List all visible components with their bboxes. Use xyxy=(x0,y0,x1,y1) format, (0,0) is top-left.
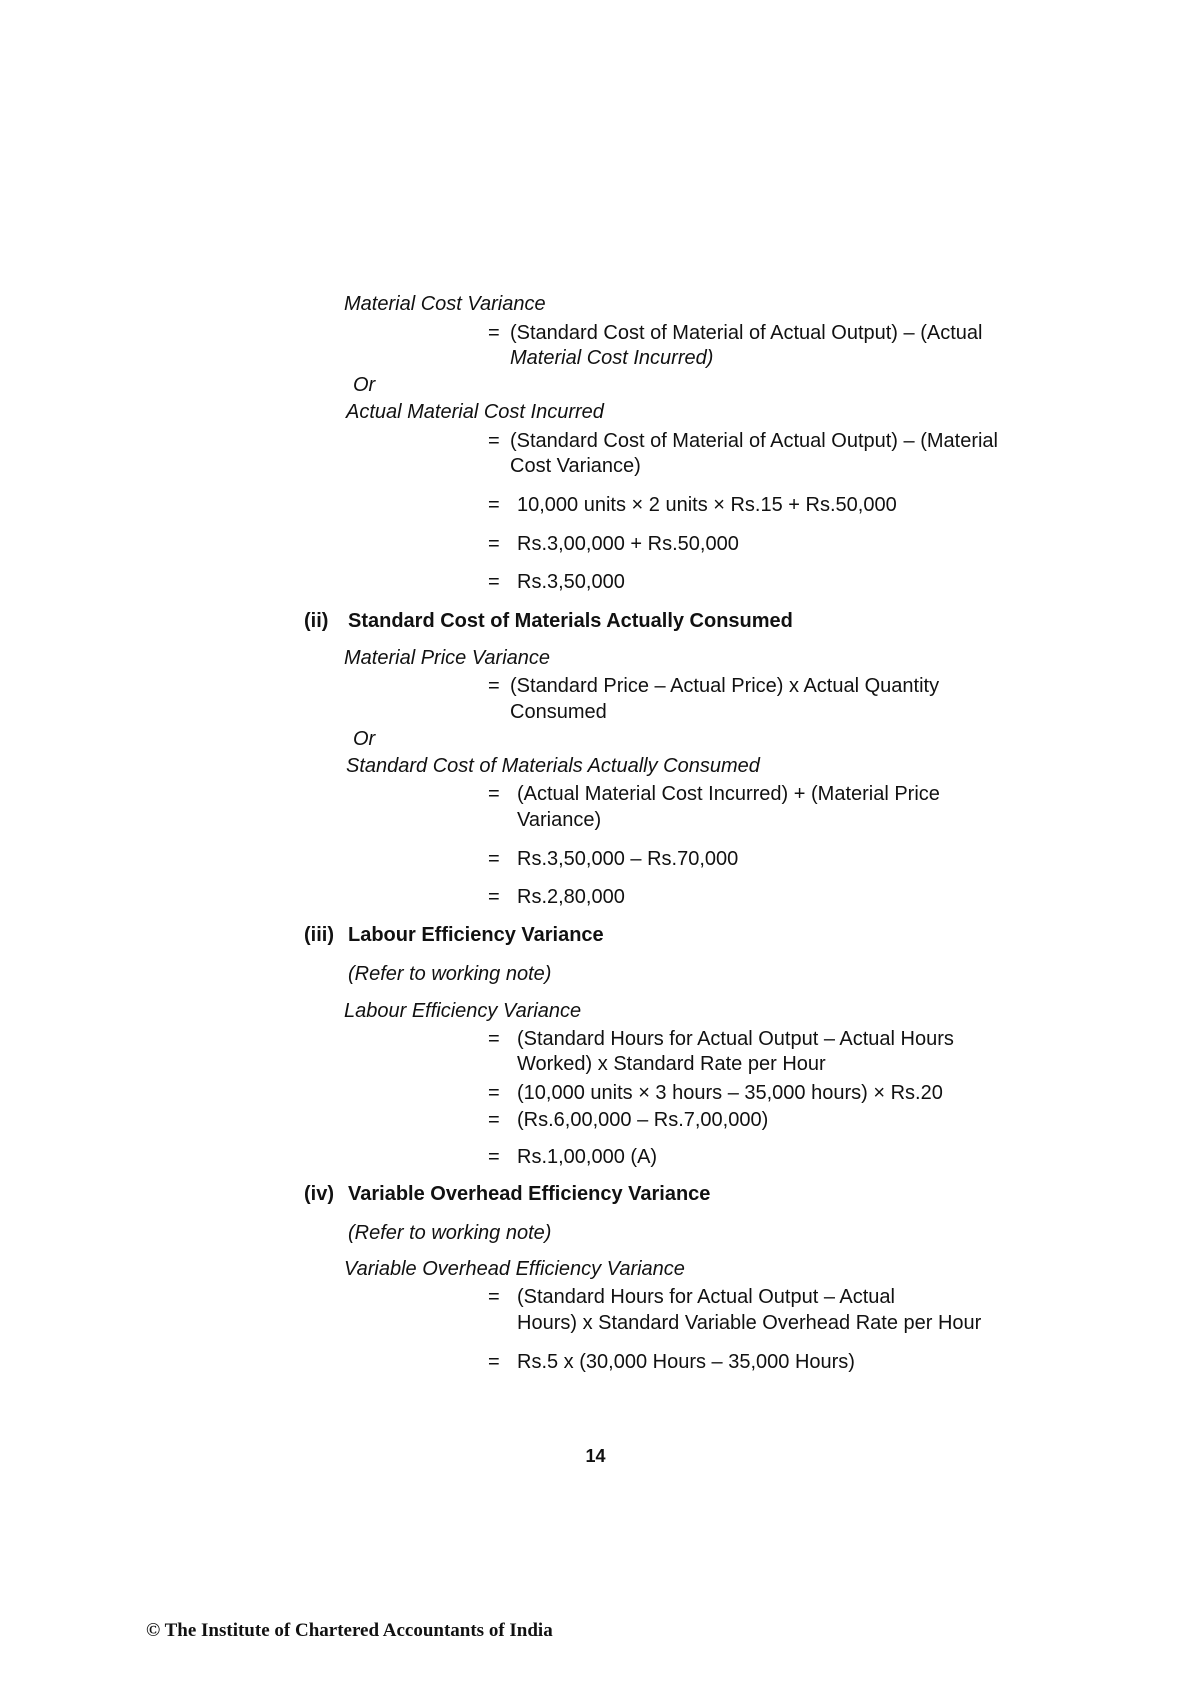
equals-sign: = xyxy=(488,886,500,908)
section-title: Standard Cost of Materials Actually Consumed xyxy=(348,610,793,632)
equals-sign: = xyxy=(488,848,500,870)
std-cost-consumed-heading: Standard Cost of Materials Actually Consumed xyxy=(346,755,760,777)
formula-line: (Standard Price – Actual Price) x Actual Quantity xyxy=(510,675,940,697)
calc-step: Rs.1,00,000 (A) xyxy=(517,1146,658,1168)
equals-sign: = xyxy=(488,322,500,344)
or-label: Or xyxy=(353,728,376,750)
material-cost-variance-heading: Material Cost Variance xyxy=(344,293,546,315)
equals-sign: = xyxy=(488,1109,500,1131)
equals-sign: = xyxy=(488,1146,500,1168)
calc-step: 10,000 units × 2 units × Rs.15 + Rs.50,000 xyxy=(517,494,897,516)
equals-sign: = xyxy=(488,533,500,555)
footer-copyright: © The Institute of Chartered Accountants of India xyxy=(146,1620,553,1641)
formula-line: (Actual Material Cost Incurred) + (Material Price xyxy=(517,783,940,805)
page-number: 14 xyxy=(585,1446,606,1466)
formula-line: (Standard Hours for Actual Output – Actual Hours xyxy=(517,1028,954,1050)
calc-step: Rs.3,50,000 xyxy=(517,571,625,593)
calc-step: (Rs.6,00,000 – Rs.7,00,000) xyxy=(517,1109,769,1131)
equals-sign: = xyxy=(488,675,500,697)
section-number: (iii) xyxy=(304,924,334,946)
formula-line: Variance) xyxy=(517,809,602,831)
calc-step: Rs.5 x (30,000 Hours – 35,000 Hours) xyxy=(517,1351,855,1373)
calc-step: (10,000 units × 3 hours – 35,000 hours) × Rs.20 xyxy=(517,1082,943,1104)
formula-line: Cost Variance) xyxy=(510,455,641,477)
calc-step: Rs.3,50,000 – Rs.70,000 xyxy=(517,848,739,870)
working-note-ref: (Refer to working note) xyxy=(348,1222,552,1244)
section-title: Labour Efficiency Variance xyxy=(348,924,604,946)
equals-sign: = xyxy=(488,430,500,452)
formula-line: (Standard Cost of Material of Actual Output) – (Actual xyxy=(510,322,983,344)
formula-line: Consumed xyxy=(510,701,607,723)
equals-sign: = xyxy=(488,494,500,516)
formula-line: Material Cost Incurred) xyxy=(510,347,714,369)
section-number: (ii) xyxy=(304,610,329,632)
or-label: Or xyxy=(353,374,376,396)
formula-line: (Standard Hours for Actual Output – Actual xyxy=(517,1286,895,1308)
equals-sign: = xyxy=(488,571,500,593)
material-price-variance-heading: Material Price Variance xyxy=(344,647,551,669)
equals-sign: = xyxy=(488,1286,500,1308)
labour-efficiency-heading: Labour Efficiency Variance xyxy=(344,1000,582,1022)
formula-line: Worked) x Standard Rate per Hour xyxy=(517,1053,826,1075)
formula-line: (Standard Cost of Material of Actual Output) – (Material xyxy=(510,430,998,452)
equals-sign: = xyxy=(488,1028,500,1050)
actual-material-cost-heading: Actual Material Cost Incurred xyxy=(346,401,604,423)
calc-step: Rs.2,80,000 xyxy=(517,886,625,908)
section-title: Variable Overhead Efficiency Variance xyxy=(348,1183,711,1205)
equals-sign: = xyxy=(488,1082,500,1104)
equals-sign: = xyxy=(488,1351,500,1373)
formula-line: Hours) x Standard Variable Overhead Rate per Hour xyxy=(517,1312,982,1334)
variable-overhead-heading: Variable Overhead Efficiency Variance xyxy=(344,1258,685,1280)
section-number: (iv) xyxy=(304,1183,334,1205)
equals-sign: = xyxy=(488,783,500,805)
working-note-ref: (Refer to working note) xyxy=(348,963,552,985)
calc-step: Rs.3,00,000 + Rs.50,000 xyxy=(517,533,739,555)
